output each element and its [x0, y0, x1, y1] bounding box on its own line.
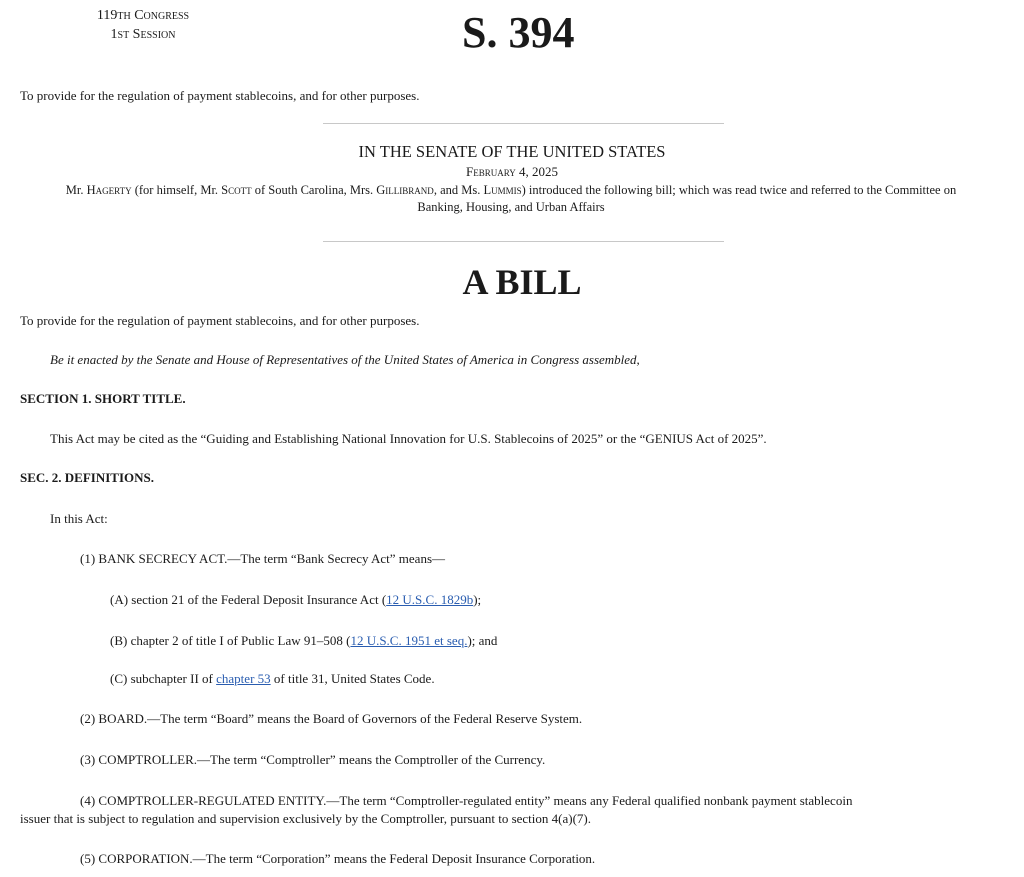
usc-citation-link[interactable]: 12 U.S.C. 1829b — [386, 592, 474, 607]
divider-top — [323, 123, 724, 124]
definition-1b: (B) chapter 2 of title I of Public Law 91–508 (12 U.S.C. 1951 et seq.); and — [110, 633, 498, 648]
purpose-statement: To provide for the regulation of payment stablecoins, and for other purposes. — [20, 88, 420, 103]
usc-citation-link[interactable]: 12 U.S.C. 1951 et seq. — [350, 633, 468, 648]
congress-label: 119th Congress — [96, 8, 190, 23]
definition-5: (5) CORPORATION.—The term “Corporation” means the Federal Deposit Insurance Corporation. — [80, 851, 596, 866]
purpose-restated: To provide for the regulation of payment stablecoins, and for other purposes. — [20, 313, 420, 328]
cosponsor-name: Lummis — [483, 183, 522, 197]
section-2-intro: In this Act: — [50, 511, 108, 526]
committee-name: Banking, Housing, and Urban Affairs — [417, 200, 605, 214]
enacting-clause: Be it enacted by the Senate and House of Representatives of the United States of America in Congress assembled, — [50, 352, 640, 367]
introduction-paragraph: Mr. Hagerty (for himself, Mr. Scott of South Carolina, Mrs. Gillibrand, and Ms. Lummis) introduced the following bill; which was read twice and referred to the Committee on Banking, Housing, and Urban Affairs — [4, 182, 1018, 216]
cosponsor-name: Scott — [221, 183, 252, 197]
sponsor-name: Hagerty — [86, 183, 132, 197]
section-1-heading: SECTION 1. SHORT TITLE. — [20, 391, 186, 406]
section-2-heading: SEC. 2. DEFINITIONS. — [20, 470, 155, 485]
definition-2: (2) BOARD.—The term “Board” means the Board of Governors of the Federal Reserve System. — [80, 711, 583, 726]
definition-1: (1) BANK SECRECY ACT.—The term “Bank Secrecy Act” means— — [80, 551, 446, 566]
cosponsor-name: Gillibrand — [376, 183, 434, 197]
bill-heading: A BILL — [462, 262, 582, 302]
section-1-text: This Act may be cited as the “Guiding and Establishing National Innovation for U.S. Stablecoins of 2025” or the “GENIUS Act of 2025”. — [50, 431, 767, 446]
introduction-date: February 4, 2025 — [466, 164, 558, 179]
chapter-link[interactable]: chapter 53 — [216, 671, 271, 686]
session-label: 1st Session — [110, 27, 176, 42]
chamber-heading: IN THE SENATE OF THE UNITED STATES — [358, 142, 666, 161]
bill-number: S. 394 — [462, 8, 575, 57]
definition-1c: (C) subchapter II of chapter 53 of title 31, United States Code. — [110, 671, 435, 686]
divider-bottom — [323, 241, 724, 242]
definition-1a: (A) section 21 of the Federal Deposit Insurance Act (12 U.S.C. 1829b); — [110, 592, 482, 607]
congress-session-block — [58, 6, 228, 44]
definition-4-line-2: issuer that is subject to regulation and supervision exclusively by the Comptroller, pursuant to section 4(a)(7). — [20, 811, 591, 826]
definition-4-line-1: (4) COMPTROLLER-REGULATED ENTITY.—The term “Comptroller-regulated entity” means any Federal qualified nonbank payment stablecoin — [80, 793, 853, 808]
definition-3: (3) COMPTROLLER.—The term “Comptroller” means the Comptroller of the Currency. — [80, 752, 546, 767]
